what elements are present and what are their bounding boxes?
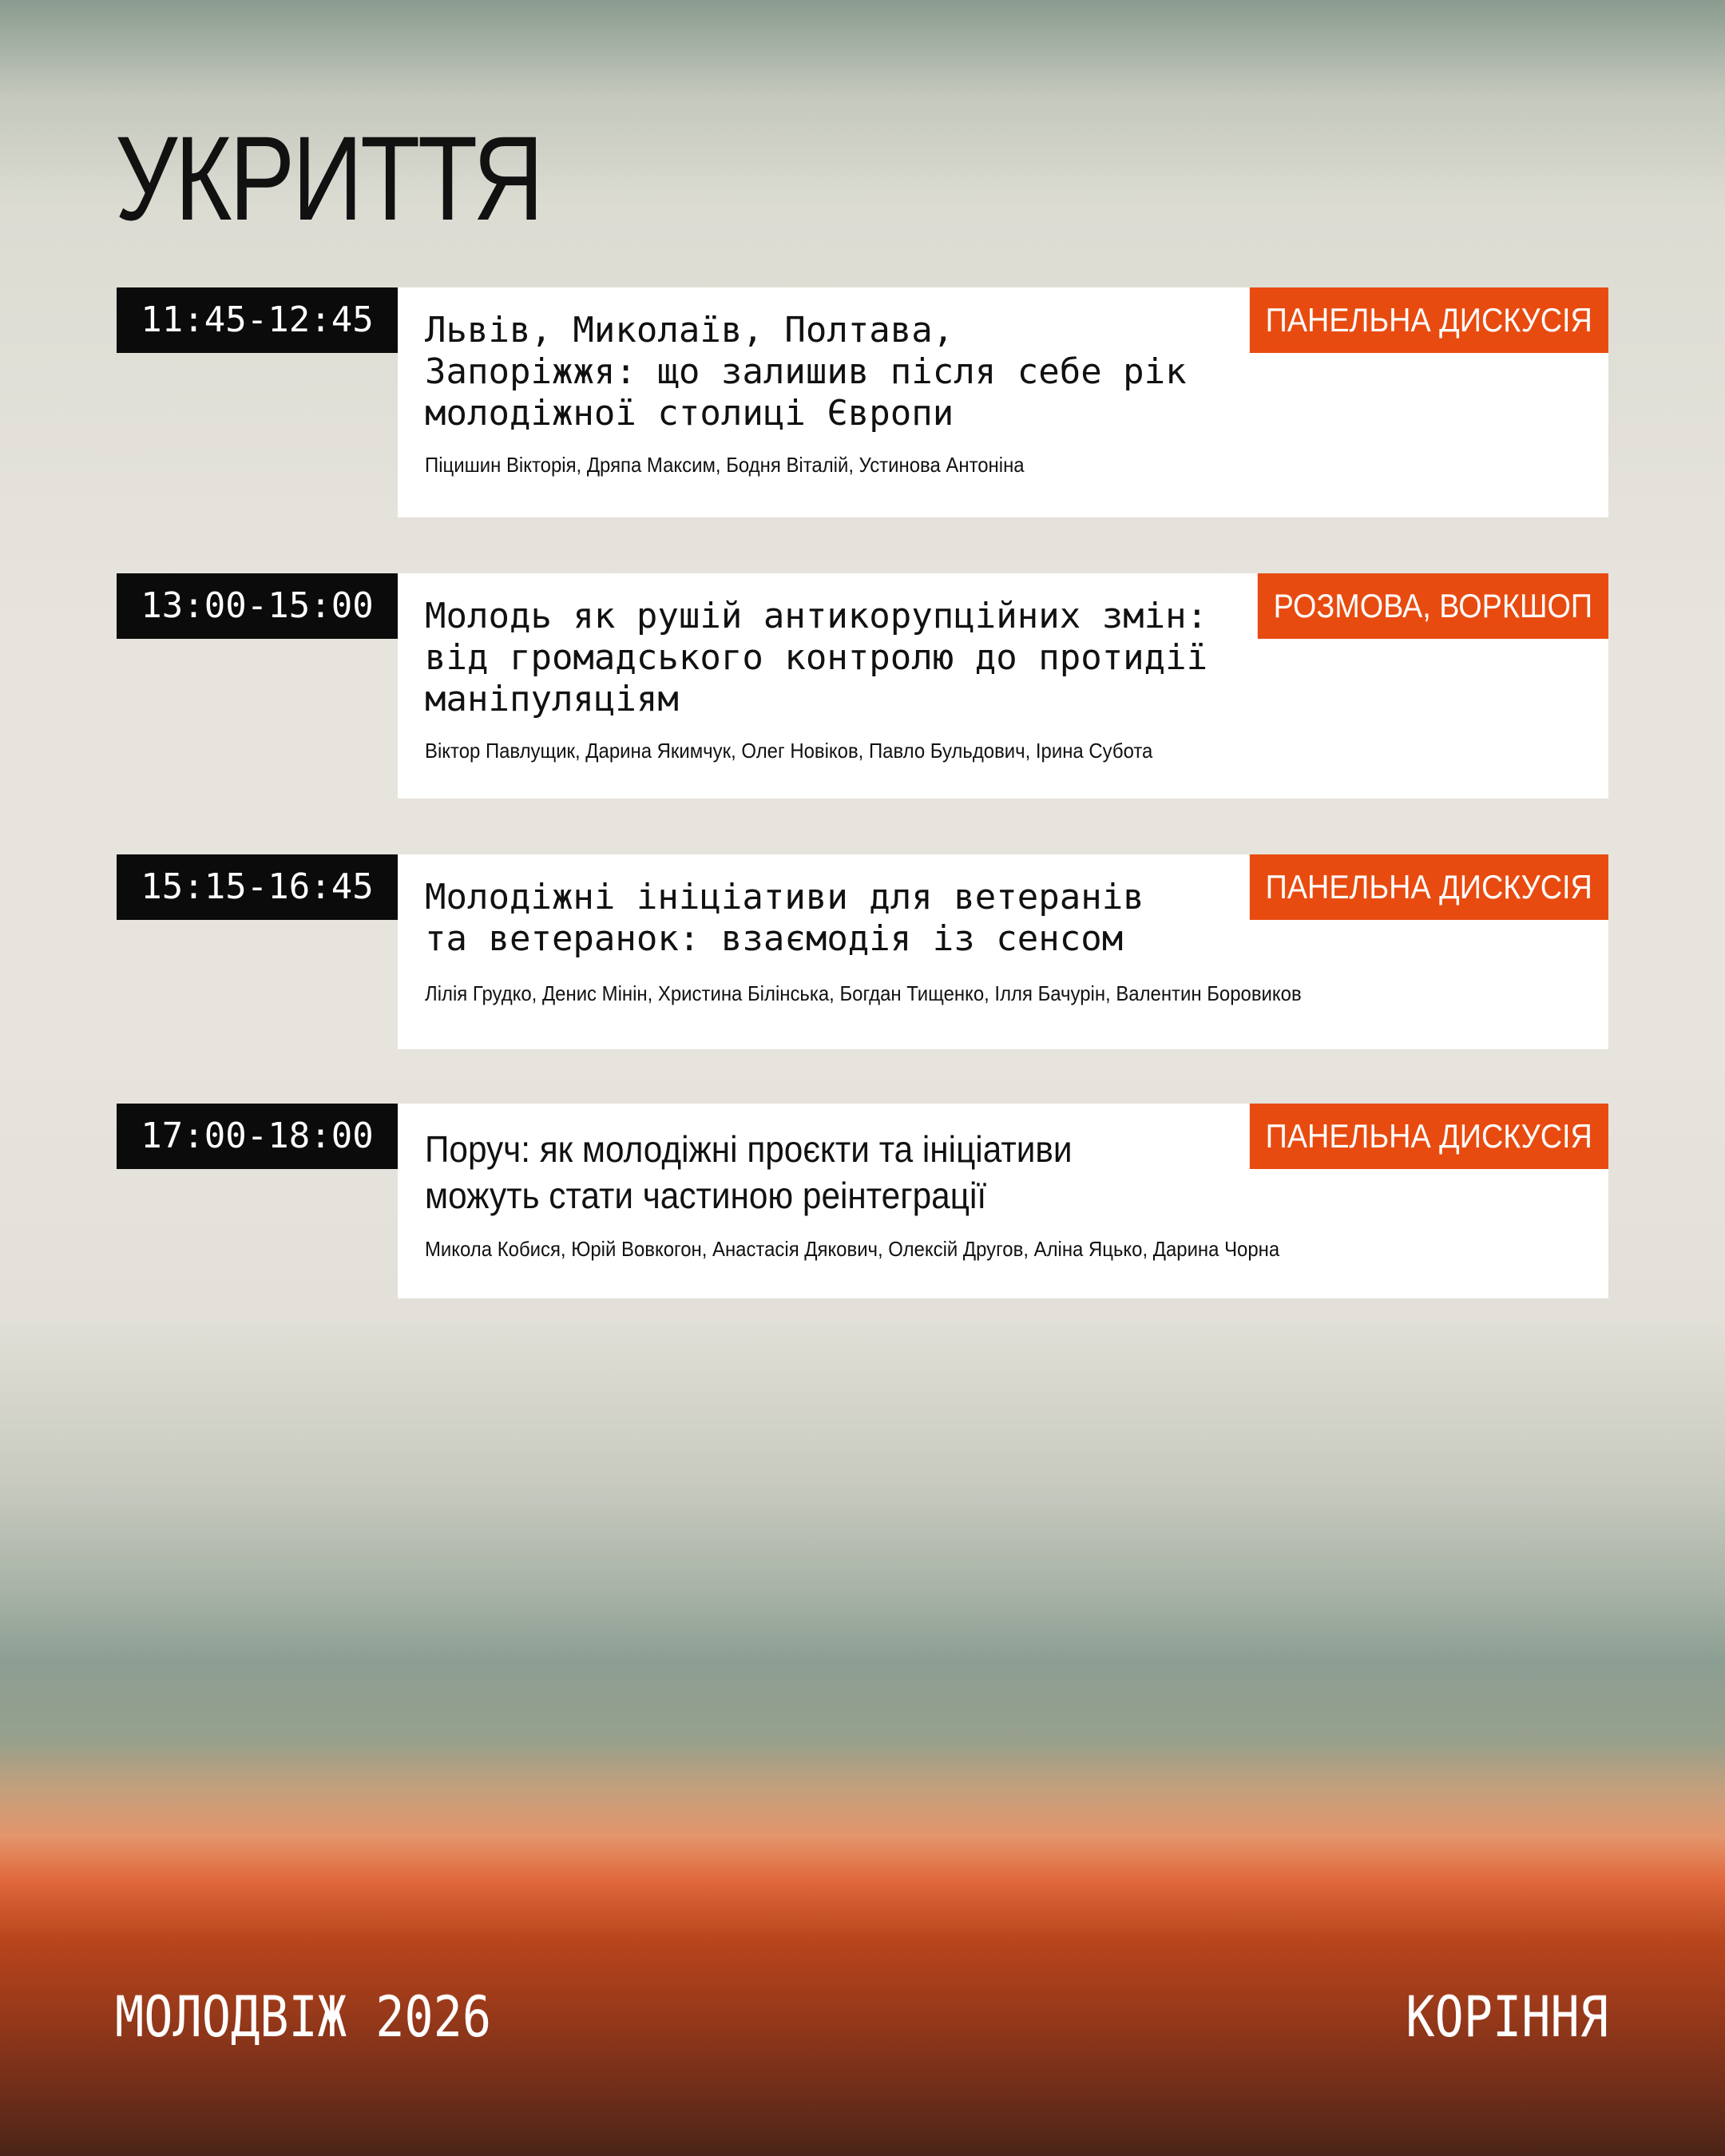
- format-tag: ПАНЕЛЬНА ДИСКУСІЯ: [1250, 1104, 1608, 1169]
- session-card: [398, 573, 1608, 799]
- session-title-line: Молодіжні ініціативи для ветеранів: [425, 877, 1144, 917]
- session-title-line: Поруч: як молодіжні проєкти та ініціативи: [425, 1128, 1073, 1170]
- session-title-line: Молодь як рушій антикорупційних змін:: [425, 596, 1208, 636]
- session-title-line: Запоріжжя: що залишив після себе рік: [425, 351, 1187, 392]
- speakers-list: Микола Кобися, Юрій Вовкогон, Анастасія Дякович, Олексій Другов, Аліна Яцько, Дарина Чорна: [425, 1237, 1280, 1261]
- speakers-list: Піцишин Вікторія, Дряпа Максим, Бодня Віталій, Устинова Антоніна: [425, 453, 1025, 477]
- event-theme: КОРІННЯ: [1406, 1984, 1608, 2050]
- time-badge: 11:45-12:45: [117, 287, 398, 353]
- session-title-line: та ветеранок: взаємодія із сенсом: [425, 918, 1124, 959]
- session-title-line: молодіжної столиці Європи: [425, 393, 954, 434]
- session-title: [425, 877, 1144, 960]
- session-title: [425, 310, 1187, 434]
- speakers-list: Лілія Грудко, Денис Мінін, Христина Білінська, Богдан Тищенко, Ілля Бачурін, Валентин Боровиков: [425, 981, 1302, 1005]
- time-badge: 13:00-15:00: [117, 573, 398, 639]
- format-tag: РОЗМОВА, ВОРКШОП: [1258, 573, 1608, 639]
- time-badge: 17:00-18:00: [117, 1104, 398, 1169]
- format-tag: ПАНЕЛЬНА ДИСКУСІЯ: [1250, 287, 1608, 353]
- session-card: [398, 1104, 1608, 1298]
- session-card: [398, 287, 1608, 517]
- page-title: УКРИТТЯ: [115, 111, 541, 245]
- session-title: [425, 596, 1208, 720]
- session-title-line: Львів, Миколаїв, Полтава,: [425, 310, 954, 351]
- session-title-line: від громадського контролю до протидії: [425, 637, 1208, 678]
- session-title-line: можуть стати частиною реінтеграції: [425, 1175, 987, 1216]
- time-badge: 15:15-16:45: [117, 854, 398, 920]
- session-card: [398, 854, 1608, 1049]
- session-title: [425, 1126, 1072, 1219]
- format-tag: ПАНЕЛЬНА ДИСКУСІЯ: [1250, 854, 1608, 920]
- speakers-list: Віктор Павлущик, Дарина Якимчук, Олег Новіков, Павло Бульдович, Ірина Субота: [425, 739, 1153, 763]
- session-title-line: маніпуляціям: [425, 679, 679, 719]
- event-name: МОЛОДВІЖ 2026: [115, 1984, 492, 2050]
